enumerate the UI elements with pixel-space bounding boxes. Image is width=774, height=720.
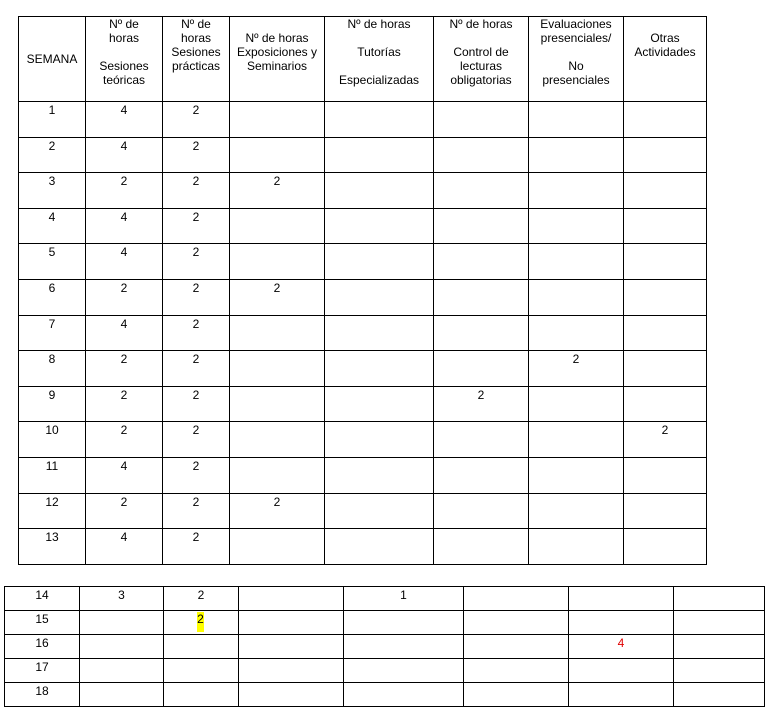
cell-value: 4 [120, 138, 128, 153]
cell-value: 2 [192, 138, 200, 153]
cell-value: 1 [48, 103, 56, 117]
table-cell [529, 315, 624, 351]
cell-value: 2 [197, 588, 205, 602]
table-cell [163, 208, 230, 244]
table-cell [19, 208, 86, 244]
cell-value: 4 [617, 636, 625, 650]
table-cell [80, 659, 164, 683]
header-semana: SEMANA [19, 17, 86, 102]
table-cell [230, 279, 325, 315]
table-row [19, 244, 707, 280]
cell-value: 2 [192, 494, 200, 509]
cell-value: 16 [35, 636, 49, 650]
table-cell [19, 279, 86, 315]
cell-value: 2 [192, 352, 200, 367]
table-row [19, 102, 707, 138]
table-cell [434, 137, 529, 173]
table-cell [164, 635, 239, 659]
cell-value: 15 [35, 612, 49, 626]
cell-value: 7 [48, 316, 56, 331]
cell-value: 4 [120, 530, 128, 545]
cell-value: 13 [45, 530, 59, 545]
table-cell [464, 635, 569, 659]
header-otras-actividades: Otras Actividades [624, 17, 707, 102]
cell-value: 4 [120, 458, 128, 473]
table-cell [230, 244, 325, 280]
cell-value: 6 [48, 280, 56, 295]
cell-value: 3 [118, 588, 125, 602]
table-cell [325, 529, 434, 565]
weekly-hours-table [18, 16, 707, 565]
table-cell [230, 315, 325, 351]
table-cell [569, 683, 674, 707]
cell-value: 12 [45, 494, 59, 509]
cell-value: 2 [477, 387, 485, 402]
table-cell [529, 457, 624, 493]
table-cell [624, 279, 707, 315]
table-cell [230, 173, 325, 209]
cell-value: 2 [192, 530, 200, 545]
table-row [19, 457, 707, 493]
table-cell [163, 529, 230, 565]
table-cell [325, 493, 434, 529]
table-cell [5, 659, 80, 683]
cell-value: 2 [120, 174, 128, 189]
table-cell [569, 659, 674, 683]
cell-value: 2 [120, 387, 128, 402]
table-cell [434, 244, 529, 280]
table-cell [434, 457, 529, 493]
cell-value: 4 [120, 245, 128, 260]
table-cell [529, 422, 624, 458]
table-cell [624, 493, 707, 529]
table-cell [19, 422, 86, 458]
table-cell [434, 279, 529, 315]
table-cell [325, 102, 434, 138]
table-cell [434, 493, 529, 529]
table-cell [434, 529, 529, 565]
table-cell [529, 102, 624, 138]
table-cell [344, 611, 464, 635]
table-cell [163, 244, 230, 280]
header-tutorias: Nº de horas Tutorías Especializadas [325, 17, 434, 102]
table-cell [163, 173, 230, 209]
table-cell [529, 244, 624, 280]
table-cell [624, 457, 707, 493]
table-cell [5, 635, 80, 659]
cell-value: 11 [45, 458, 59, 473]
cell-value: 1 [400, 588, 407, 602]
table-cell [325, 208, 434, 244]
cell-value: 14 [35, 588, 49, 602]
table-cell [529, 493, 624, 529]
table-row [5, 587, 765, 611]
table-cell [529, 351, 624, 387]
table-cell [5, 683, 80, 707]
table-row [19, 422, 707, 458]
table-cell [19, 244, 86, 280]
table-cell [529, 529, 624, 565]
table-cell [624, 102, 707, 138]
table-cell [624, 422, 707, 458]
table-header-row [19, 17, 707, 102]
cell-value: 2 [661, 423, 669, 438]
table-cell [230, 386, 325, 422]
table-cell [19, 457, 86, 493]
table-cell [434, 351, 529, 387]
cell-value: 4 [120, 103, 128, 117]
table-cell [529, 137, 624, 173]
table-cell [163, 279, 230, 315]
cell-value: 2 [48, 138, 56, 153]
table-row [19, 137, 707, 173]
table-cell [86, 208, 163, 244]
table-cell [624, 386, 707, 422]
table-row [5, 659, 765, 683]
table-cell [624, 137, 707, 173]
table-cell [239, 611, 344, 635]
table-cell [434, 315, 529, 351]
table-cell [230, 493, 325, 529]
table-cell [163, 493, 230, 529]
table-row [19, 208, 707, 244]
cell-value: 2 [192, 245, 200, 260]
table-cell [86, 244, 163, 280]
table-cell [163, 315, 230, 351]
table-cell [86, 529, 163, 565]
table-cell [163, 102, 230, 138]
cell-value: 8 [48, 352, 56, 367]
table-row [5, 635, 765, 659]
cell-value: 2 [192, 423, 200, 438]
table-cell [325, 315, 434, 351]
table-cell [163, 351, 230, 387]
table-cell [230, 351, 325, 387]
table-cell [569, 635, 674, 659]
table-cell [325, 173, 434, 209]
header-exposiciones: Nº de horas Exposiciones y Seminarios [230, 17, 325, 102]
table-cell [434, 422, 529, 458]
table-cell [86, 493, 163, 529]
table-cell [344, 587, 464, 611]
table-cell [86, 173, 163, 209]
table-cell [239, 587, 344, 611]
table-row [5, 683, 765, 707]
table-cell [325, 137, 434, 173]
table-cell [624, 173, 707, 209]
header-control-lecturas: Nº de horas Control de lecturas obligatorias [434, 17, 529, 102]
table-cell [434, 208, 529, 244]
table-cell [19, 137, 86, 173]
cell-value: 2 [192, 280, 200, 295]
table-cell [19, 529, 86, 565]
table-cell [163, 457, 230, 493]
table-cell [674, 611, 765, 635]
table-cell [674, 587, 765, 611]
table-cell [674, 659, 765, 683]
table-cell [230, 102, 325, 138]
table-cell [19, 315, 86, 351]
table-cell [624, 244, 707, 280]
table-cell [86, 279, 163, 315]
table-cell [230, 137, 325, 173]
table-cell [86, 422, 163, 458]
table-row [19, 529, 707, 565]
table-cell [464, 683, 569, 707]
table-cell [529, 208, 624, 244]
table-cell [569, 611, 674, 635]
cell-value: 2 [120, 352, 128, 367]
header-sesiones-teoricas: Nº de horas Sesiones teóricas [86, 17, 163, 102]
cell-value: 17 [35, 660, 49, 674]
cell-value: 3 [48, 174, 56, 189]
table-cell [325, 279, 434, 315]
table-cell [80, 635, 164, 659]
table-cell [325, 457, 434, 493]
table-cell [464, 611, 569, 635]
table-cell [19, 102, 86, 138]
cell-value: 2 [120, 494, 128, 509]
table-cell [230, 422, 325, 458]
table-cell [230, 529, 325, 565]
table-cell [569, 587, 674, 611]
cell-value: 4 [48, 209, 56, 224]
cell-value: 2 [120, 423, 128, 438]
cell-value: 9 [48, 387, 56, 402]
table-cell [624, 529, 707, 565]
cell-value: 4 [120, 209, 128, 224]
table-cell [86, 315, 163, 351]
table-cell [86, 137, 163, 173]
table-row [19, 279, 707, 315]
table-cell [529, 386, 624, 422]
cell-value: 2 [192, 458, 200, 473]
table-cell [464, 659, 569, 683]
table-cell [80, 611, 164, 635]
cell-value: 2 [192, 316, 200, 331]
table-cell [163, 386, 230, 422]
table-cell [86, 102, 163, 138]
table-cell [19, 173, 86, 209]
table-cell [325, 386, 434, 422]
table-cell [344, 659, 464, 683]
table-cell [344, 683, 464, 707]
cell-value: 2 [273, 494, 281, 509]
table-cell [434, 102, 529, 138]
cell-value: 2 [273, 280, 281, 295]
table-cell [325, 351, 434, 387]
table-cell [19, 386, 86, 422]
table-cell [5, 587, 80, 611]
table-cell [230, 457, 325, 493]
table-cell [239, 635, 344, 659]
table-cell [239, 683, 344, 707]
table-cell [529, 173, 624, 209]
table-cell [624, 208, 707, 244]
cell-value: 10 [45, 423, 59, 438]
table-cell [164, 659, 239, 683]
weekly-hours-table-continued [4, 586, 765, 707]
table-cell [86, 351, 163, 387]
table-cell [325, 244, 434, 280]
table-cell [163, 137, 230, 173]
cell-value: 2 [197, 612, 204, 632]
table-cell [164, 587, 239, 611]
cell-value: 2 [192, 209, 200, 224]
table-cell [164, 611, 239, 635]
table-cell [344, 635, 464, 659]
table-cell [674, 635, 765, 659]
table-row [19, 493, 707, 529]
table-cell [19, 351, 86, 387]
table-row [19, 386, 707, 422]
cell-value: 18 [35, 684, 49, 698]
table-cell [239, 659, 344, 683]
table-cell [19, 493, 86, 529]
table-cell [434, 386, 529, 422]
table-row [19, 173, 707, 209]
cell-value: 5 [48, 245, 56, 260]
table-cell [164, 683, 239, 707]
table-row [19, 351, 707, 387]
cell-value: 2 [120, 280, 128, 295]
table-cell [230, 208, 325, 244]
table-cell [86, 386, 163, 422]
table-cell [434, 173, 529, 209]
cell-value: 4 [120, 316, 128, 331]
table-cell [80, 587, 164, 611]
table-cell [86, 457, 163, 493]
table-cell [80, 683, 164, 707]
table-row [5, 611, 765, 635]
header-sesiones-practicas: Nº de horas Sesiones prácticas [163, 17, 230, 102]
table-cell [163, 422, 230, 458]
cell-value: 2 [572, 352, 580, 367]
table-row [19, 315, 707, 351]
cell-value: 2 [192, 387, 200, 402]
table-cell [624, 351, 707, 387]
table-cell [5, 611, 80, 635]
header-evaluaciones: Evaluaciones presenciales/ No presenciales [529, 17, 624, 102]
table-cell [674, 683, 765, 707]
table-cell [325, 422, 434, 458]
table-cell [624, 315, 707, 351]
cell-value: 2 [273, 174, 281, 189]
table-cell [464, 587, 569, 611]
cell-value: 2 [192, 103, 200, 117]
cell-value: 2 [192, 174, 200, 189]
table-cell [529, 279, 624, 315]
